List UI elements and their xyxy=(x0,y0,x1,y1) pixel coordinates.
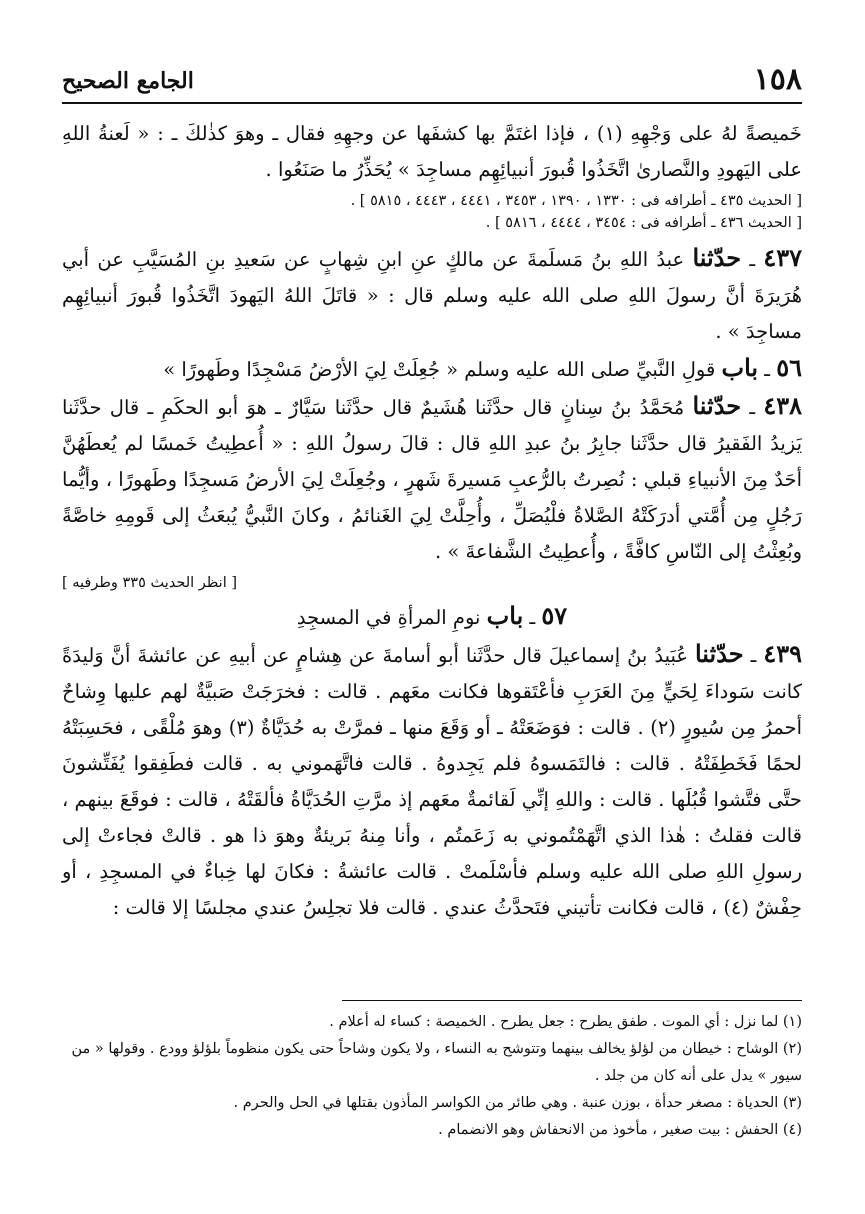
cross-references xyxy=(62,190,802,234)
haddathana-word: حدّثنا xyxy=(694,639,744,668)
hadith-number: ٤٣٩ xyxy=(763,639,802,668)
hadith-text: عبدُ اللهِ بنُ مَسلَمةَ عن مالكٍ عنِ ابنِ شِهابٍ عن سَعيدِ بنِ المُسَيَّبِ عن أبي هُرَيرَةَ أنَّ رسولَ اللهِ صلى الله عليه وسلم قال : « قاتَلَ اللهُ اليَهودَ اتَّخَذُوا قُبورَ أنبيائِهِم مساجِدَ » . xyxy=(62,248,802,343)
page-body xyxy=(62,116,802,926)
chapter-title: قولِ النَّبيِّ صلى الله عليه وسلم « جُعِلَتْ لِيَ الأرْضُ مَسْجِدًا وطَهورًا » xyxy=(163,358,716,381)
book-page xyxy=(62,62,802,1162)
hadith-number: ٤٣٧ xyxy=(763,243,803,272)
footnotes xyxy=(62,1000,802,1144)
page-number: ١٥٨ xyxy=(753,62,802,97)
hadith-439: ٤٣٩ ـ حدّثنا عُبَيدُ بنُ إسماعيلَ قال حدَّثَنا أبو أسامةَ عن هِشامٍ عن أبيهِ عن عائشةَ أنَّ وَليدَةً كانت سَوداءَ لِحَيٍّ مِنَ العَرَبِ فأعْتَقوها فكانت معَهم . قالت : فخرَجَتْ صَبيَّةٌ لهم عليها وِشاحٌ أحمرُ مِن سُيورٍ (٢) . قالت : فوَضَعَتْهُ ـ أو وَقَعَ منها ـ فمرَّتْ به حُدَيَّاةٌ (٣) وهوَ مُلْقًى ، فحَسِبَتْهُ لحمًا فَخَطِفَتْهُ . قالت : فالتَمَسوهُ فلم يَجِدوهُ . قالت فاتَّهَموني به . قالت فطَفِقوا يُفَتِّشونَ حتَّى فتَّشوا قُبُلَها . قالت : واللهِ إنِّي لَقائمةٌ معَهم إذ مرَّتِ الحُدَيَّاةُ فألقَتْهُ ، قالت : فوقَعَ بينهم ، قالت فقلتُ : هٰذا الذي اتَّهَمْتُموني به زَعَمتُم ، وأنا مِنهُ بَريئةٌ وهوَ ذا هو . قالتْ فجاءتْ إلى رسولِ اللهِ صلى الله عليه وسلم فأسْلَمتْ . قالت عائشةُ : فكانَ لها خِباءٌ في المسجِدِ ، أو حِفْشٌ (٤) ، قالت فكانت تأتيني فتَحدَّثُ عندي . قالت فلا تجلِسُ عندي مجلسًا إلا قالت : xyxy=(62,639,802,919)
running-title: الجامع الصحيح xyxy=(62,68,194,94)
footnote-4: (٤) الحفش : بيت صغير ، مأخوذ من الانحفاش وهو الانضمام . xyxy=(438,1122,802,1138)
hadith-437: ٤٣٧ ـ حدّثنا عبدُ اللهِ بنُ مَسلَمةَ عن مالكٍ عنِ ابنِ شِهابٍ عن سَعيدِ بنِ المُسَيَّبِ عن أبي هُرَيرَةَ أنَّ رسولَ اللهِ صلى الله عليه وسلم قال : « قاتَلَ اللهُ اليَهودَ اتَّخَذُوا قُبورَ أنبيائِهِم مساجِدَ » . xyxy=(62,243,803,343)
haddathana-word: حدّثنا xyxy=(692,243,742,272)
chapter-number: ٥٧ xyxy=(541,601,568,630)
hadith-438: ٤٣٨ ـ حدّثنا مُحَمَّدُ بنُ سِنانٍ قال حدَّثَنا هُشَيمٌ قال حدَّثَنا سَيَّارٌ ـ هوَ أبو الحكَمِ ـ قال حدَّثَنا يَزيدُ الفَقيرُ قال حدَّثَنا جابِرُ بنُ عبدِ اللهِ قال : قالَ رسولُ اللهِ : « أُعطِيتُ خَمسًا لم يُعطَهُنَّ أحَدٌ مِنَ الأنبياءِ قبلي : نُصِرتُ بالرُّعبِ مَسيرةَ شَهرٍ ، وجُعِلَتْ لِيَ الأرضُ مَسجِدًا وطَهورًا ، وأيُّما رَجُلٍ مِن أُمَّتي أدرَكَتْهُ الصَّلاةُ فلْيُصَلِّ ، وأُحِلَّتْ لِيَ الغَنائمُ ، وكانَ النَّبيُّ يُبعَثُ إلى قَومِهِ خاصَّةً وبُعِثْتُ إلى النّاسِ كافَّةً ، وأُعطِيتُ الشَّفاعةَ » . xyxy=(62,391,802,563)
footnote-2: (٢) الوشاح : خيطان من لؤلؤ يخالف بينهما وتتوشح به النساء ، ولا يكون وشاحاً حتى يكون منظوماً بلؤلؤ وودع . وقولها « من سيور » يدل على أنه كان من جلد . xyxy=(71,1041,802,1084)
hadith-number: ٤٣٨ xyxy=(763,391,802,420)
footnote-1: (١) لما نزل : أي الموت . طفق يطرح : جعل يطرح . الخميصة : كساء له أعلام . xyxy=(329,1014,802,1030)
bab-word: باب xyxy=(721,353,759,382)
page-header xyxy=(62,62,802,104)
chapter-title: نومِ المرأةِ في المسجِدِ xyxy=(296,606,481,629)
bab-word: باب xyxy=(486,601,524,630)
footnote-3: (٣) الحدياة : مصغر حدأة ، بوزن عنبة . وهي طائر من الكواسر المأذون بقتلها في الحل والحرم . xyxy=(233,1095,802,1111)
hadith-text: عُبَيدُ بنُ إسماعيلَ قال حدَّثَنا أبو أسامةَ عن هِشامٍ عن أبيهِ عن عائشةَ أنَّ وَليدَةً كانت سَوداءَ لِحَيٍّ مِنَ العَرَبِ فأعْتَقوها فكانت معَهم . قالت : فخرَجَتْ صَبيَّةٌ لهم عليها وِشاحٌ أحمرُ مِن سُيورٍ (٢) . قالت : فوَضَعَتْهُ ـ أو وَقَعَ منها ـ فمرَّتْ به حُدَيَّاةٌ (٣) وهوَ مُلْقًى ، فحَسِبَتْهُ لحمًا فَخَطِفَتْهُ . قالت : فالتَمَسوهُ فلم يَجِدوهُ . قالت فاتَّهَموني به . قالت فطَفِقوا يُفَتِّشونَ حتَّى فتَّشوا قُبُلَها . قالت : واللهِ إنِّي لَقائمةٌ معَهم إذ مرَّتِ الحُدَيَّاةُ فألقَتْهُ ، قالت : فوقَعَ بينهم ، قالت فقلتُ : هٰذا الذي اتَّهَمْتُموني به زَعَمتُم ، وأنا مِنهُ بَريئةٌ وهوَ ذا هو . قالتْ فجاءتْ إلى رسولِ اللهِ صلى الله عليه وسلم فأسْلَمتْ . قالت عائشةُ : فكانَ لها خِباءٌ في المسجِدِ ، أو حِفْشٌ (٤) ، قالت فكانت تأتيني فتَحدَّثُ عندي . قالت فلا تجلِسُ عندي مجلسًا إلا قالت : xyxy=(62,644,802,919)
hadith-text: مُحَمَّدُ بنُ سِنانٍ قال حدَّثَنا هُشَيمٌ قال حدَّثَنا سَيَّارٌ ـ هوَ أبو الحكَمِ ـ قال حدَّثَنا يَزيدُ الفَقيرُ قال حدَّثَنا جابِرُ بنُ عبدِ اللهِ قال : قالَ رسولُ اللهِ : « أُعطِيتُ خَمسًا لم يُعطَهُنَّ أحَدٌ مِنَ الأنبياءِ قبلي : نُصِرتُ بالرُّعبِ مَسيرةَ شَهرٍ ، وجُعِلَتْ لِيَ الأرضُ مَسجِدًا وطَهورًا ، وأيُّما رَجُلٍ مِن أُمَّتي أدرَكَتْهُ الصَّلاةُ فلْيُصَلِّ ، وأُحِلَّتْ لِيَ الغَنائمُ ، وكانَ النَّبيُّ يُبعَثُ إلى قَومِهِ خاصَّةً وبُعِثْتُ إلى النّاسِ كافَّةً ، وأُعطِيتُ الشَّفاعةَ » . xyxy=(62,396,802,563)
chapter-56: ٥٦ ـ باب قولِ النَّبيِّ صلى الله عليه وسلم « جُعِلَتْ لِيَ الأرْضُ مَسْجِدًا وطَهورًا » xyxy=(163,353,802,382)
chapter-57: ٥٧ ـ باب نومِ المرأةِ في المسجِدِ xyxy=(296,601,568,630)
footnote-divider xyxy=(342,1000,802,1001)
haddathana-word: حدّثنا xyxy=(692,391,742,420)
ref-hadith-438: [ انظر الحديث ٣٣٥ وطرفيه ] xyxy=(62,575,238,591)
paragraph-continued: خَميصةً لهُ على وَجْهِهِ (١) ، فإذا اغتَمَّ بها كشفَها عن وجهِهِ فقال ـ وهوَ كذٰلكَ ـ : « لَعنةُ اللهِ على اليَهودِ والنَّصارىٰ اتَّخَذُوا قُبورَ أنبيائِهِم مساجِدَ » يُحَذِّرُ ما صَنَعُوا . xyxy=(62,122,802,181)
refs-hadith-435: [ الحديث ٤٣٥ ـ أطرافه فى : ١٣٣٠ ، ١٣٩٠ ، ٣٤٥٣ ، ٤٤٤١ ، ٤٤٤٣ ، ٥٨١٥ ] . xyxy=(350,193,802,209)
refs-hadith-436: [ الحديث ٤٣٦ ـ أطرافه فى : ٣٤٥٤ ، ٤٤٤٤ ، ٥٨١٦ ] . xyxy=(485,215,802,231)
chapter-number: ٥٦ xyxy=(776,353,802,382)
